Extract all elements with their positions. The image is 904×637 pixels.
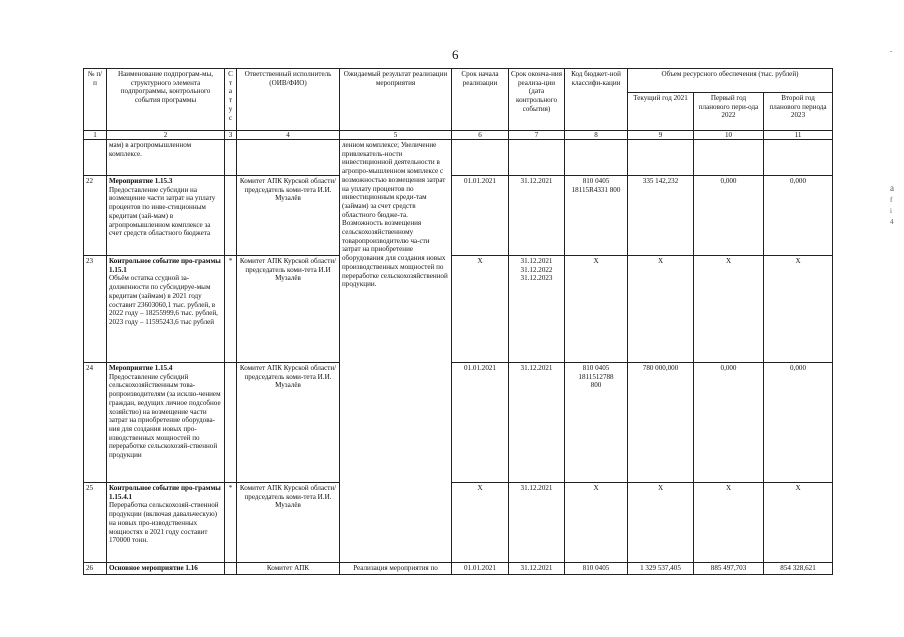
row-status: * xyxy=(225,483,237,563)
col-executor-header: Ответственный исполнитель (ОИВ/ФИО) xyxy=(237,69,340,131)
column-number: 2 xyxy=(107,131,225,140)
expected-result: ленном комплексе; Увеличение привлекатель-ности инвестиционной деятельности в агропро-мышленном комплексе с возможностью возмещения затрат на уплату процентов по инвестиционным креди-там (займам) за счет средств областного бюдже-та. Возможность возмещения сельскохозяйственному товаропроизводителю ча-сти затрат на приобретение оборудования для создания новых производственных мощностей по переработке сельскохозяйственной продукции. xyxy=(340,140,452,563)
row-executor: Комитет АПК Курской области/ председатель коми-тета И.И. Музалёв xyxy=(237,363,340,483)
col-no-header: № п/п xyxy=(84,69,107,131)
column-number: 7 xyxy=(509,131,565,140)
col-start-header: Срок начала реализации xyxy=(452,69,509,131)
program-table xyxy=(83,68,833,575)
row-executor: Комитет АПК Курской области/ председатель коми-тета И.И. Музалёв xyxy=(237,483,340,563)
row-start: 01.01.2021 xyxy=(452,363,509,483)
table-row xyxy=(84,256,833,363)
col-plan2-header: Второй год планового периода 2023 xyxy=(764,93,833,131)
row-y2022: X xyxy=(694,256,764,363)
row-y2021: 1 329 537,405 xyxy=(628,563,694,575)
table-row xyxy=(84,363,833,483)
column-number: 5 xyxy=(340,131,452,140)
row-status: * xyxy=(225,256,237,363)
column-number: 1 xyxy=(84,131,107,140)
row-start: X xyxy=(452,256,509,363)
column-number: 10 xyxy=(694,131,764,140)
col-resource-header: Объем ресурсного обеспечения (тыс. рублей) xyxy=(628,69,833,93)
row-y2023: 0,000 xyxy=(764,363,833,483)
row-kbk: 810 0405 1811512788 800 xyxy=(565,363,628,483)
margin-mark: a xyxy=(890,183,894,193)
row-description: Мероприятие 1.15.3 Предоставление субсидии на возмещение части затрат на уплату процентов по инве-стиционным кредитам (зай-мам) в агропромышленном комплексе за счет средств областного бюджета xyxy=(107,176,225,256)
row-end: 31.12.2021 xyxy=(509,563,565,575)
row-y2023: X xyxy=(764,256,833,363)
row-y2022: 0,000 xyxy=(694,363,764,483)
row-kbk: X xyxy=(565,483,628,563)
row-start: X xyxy=(452,483,509,563)
column-number: 4 xyxy=(237,131,340,140)
row-number: 22 xyxy=(84,176,107,256)
row-kbk: 810 0405 xyxy=(565,563,628,575)
row-number: 24 xyxy=(84,363,107,483)
column-number: 8 xyxy=(565,131,628,140)
column-number: 11 xyxy=(764,131,833,140)
row-kbk: X xyxy=(565,256,628,363)
col-end-header: Срок оконча-ния реализа-ции (дата контрольного события) xyxy=(509,69,565,131)
row-y2021: X xyxy=(628,256,694,363)
table-row xyxy=(84,483,833,563)
row-number: 25 xyxy=(84,483,107,563)
row-executor: Комитет АПК Курской области/ председатель коми-тета И.И Музалёв xyxy=(237,256,340,363)
col-name-header: Наименование подпрограм-мы, структурного элемента подпрограммы, контрольного события программы xyxy=(107,69,225,131)
row-y2021: X xyxy=(628,483,694,563)
row-end: 31.12.2021 xyxy=(509,483,565,563)
table-row xyxy=(84,140,833,176)
row-kbk: 810 0405 18115R4331 800 xyxy=(565,176,628,256)
margin-mark: - xyxy=(890,47,893,55)
col-status-header: С т а т у с xyxy=(225,69,237,131)
row-start: 01.01.2021 xyxy=(452,176,509,256)
row-y2023: 854 328,621 xyxy=(764,563,833,575)
row-start: 01.01.2021 xyxy=(452,563,509,575)
row-number: 23 xyxy=(84,256,107,363)
margin-mark: f xyxy=(890,196,893,204)
row-end: 31.12.2021 31.12.2022 31.12.2023 xyxy=(509,256,565,363)
row-executor: Комитет АПК Курской области/ председатель коми-тета И.И. Музалёв xyxy=(237,176,340,256)
row-y2023: X xyxy=(764,483,833,563)
row-y2021: 780 000,000 xyxy=(628,363,694,483)
col-result-header: Ожидаемый результат реализации мероприятия xyxy=(340,69,452,131)
row-executor: Комитет АПК xyxy=(237,563,340,575)
row-y2021: 335 142,232 xyxy=(628,176,694,256)
row-y2022: 885 497,703 xyxy=(694,563,764,575)
row-description: Основное мероприятие 1.16 xyxy=(107,563,225,575)
row-y2022: X xyxy=(694,483,764,563)
row-result: Реализация мероприятия по xyxy=(340,563,452,575)
row-description: Мероприятие 1.15.4 Предоставление субсидий сельскохозяйственным това-ропроизводителям (за исклю-чением граждан, ведущих личное подсобное хозяйство) на возмещение части затрат на приобретение оборудова-ния для создания новых про-изводственных мощностей по переработке сельскохозяй-ственной продукции xyxy=(107,363,225,483)
col-current-year-header: Текущий год 2021 xyxy=(628,93,694,131)
row-end: 31.12.2021 xyxy=(509,176,565,256)
col-plan1-header: Первый год планового пери-ода 2022 xyxy=(694,93,764,131)
col-kbk-header: Код бюджет-ной классифи-кации xyxy=(565,69,628,131)
row-number: 26 xyxy=(84,563,107,575)
row-end: 31.12.2021 xyxy=(509,363,565,483)
row-description: Контрольное событие про-граммы 1.15.4.1 Переработка сельскохозяй-ственной продукции (включая давальческую) на новых про-изводственных мощностях в 2021 году составит 170000 тонн. xyxy=(107,483,225,563)
row-description: Контрольное событие про-граммы 1.15.1 Объём остатка ссудной за-долженности по субсидируе-мым кредитам (займам) в 2021 году составит 23603060,1 тыс. рублей, в 2022 году – 18255999,6 тыс. рублей, 2023 году – 11595243,6 тыс рублей xyxy=(107,256,225,363)
page-number: 6 xyxy=(452,47,459,62)
column-number: 9 xyxy=(628,131,694,140)
column-number: 3 xyxy=(225,131,237,140)
row-description: мам) в агропромышленном комплексе. xyxy=(107,140,225,176)
row-y2023: 0,000 xyxy=(764,176,833,256)
table-row xyxy=(84,176,833,256)
column-numbers-row xyxy=(84,131,833,140)
table-row xyxy=(84,563,833,575)
row-y2022: 0,000 xyxy=(694,176,764,256)
margin-mark: i xyxy=(890,207,892,215)
margin-mark: 4 xyxy=(890,218,894,226)
column-number: 6 xyxy=(452,131,509,140)
